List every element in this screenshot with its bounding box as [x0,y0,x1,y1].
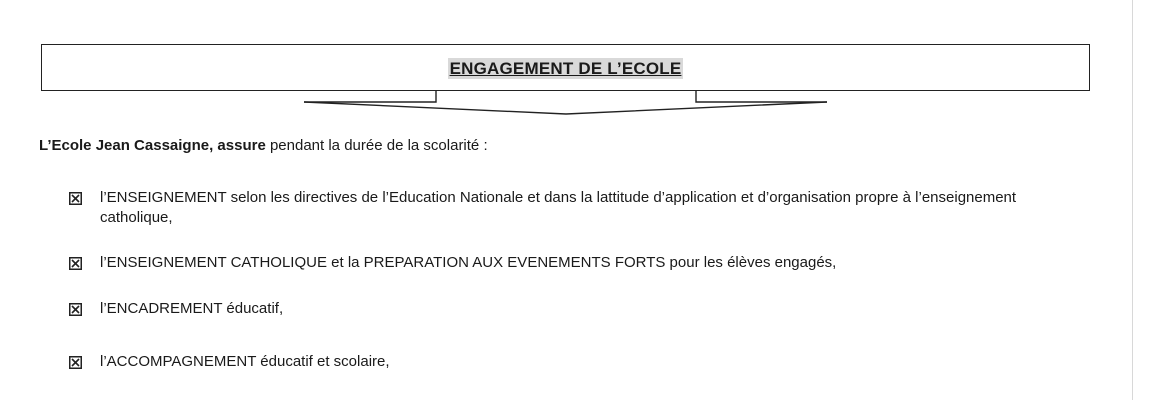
list-item-text: l’ACCOMPAGNEMENT éducatif et scolaire, [100,353,390,370]
list-item-text: l’ENSEIGNEMENT selon les directives de l’Education Nationale et dans la lattitude d’application et d’organisation propre à l’enseignement catholique, [100,189,1017,226]
checked-box-icon [69,192,82,205]
intro-rest-text: pendant la durée de la scolarité : [265,137,488,154]
list-item-text: l’ENSEIGNEMENT CATHOLIQUE et la PREPARATION AUX EVENEMENTS FORTS pour les élèves engagés, [100,254,837,271]
intro-paragraph [39,137,488,154]
list-item-text: l’ENCADREMENT éducatif, [100,300,284,317]
checked-box-icon [69,257,82,270]
intro-bold-text: L’Ecole Jean Cassaigne, assure [39,137,266,154]
checked-box-icon [69,303,82,316]
page-edge-line [1132,0,1133,400]
page-title [42,59,1089,79]
checked-box-icon [69,356,82,369]
down-arrow-icon [300,88,830,116]
header-banner [41,44,1090,91]
page-title-text: ENGAGEMENT DE L’ECOLE [449,59,682,78]
